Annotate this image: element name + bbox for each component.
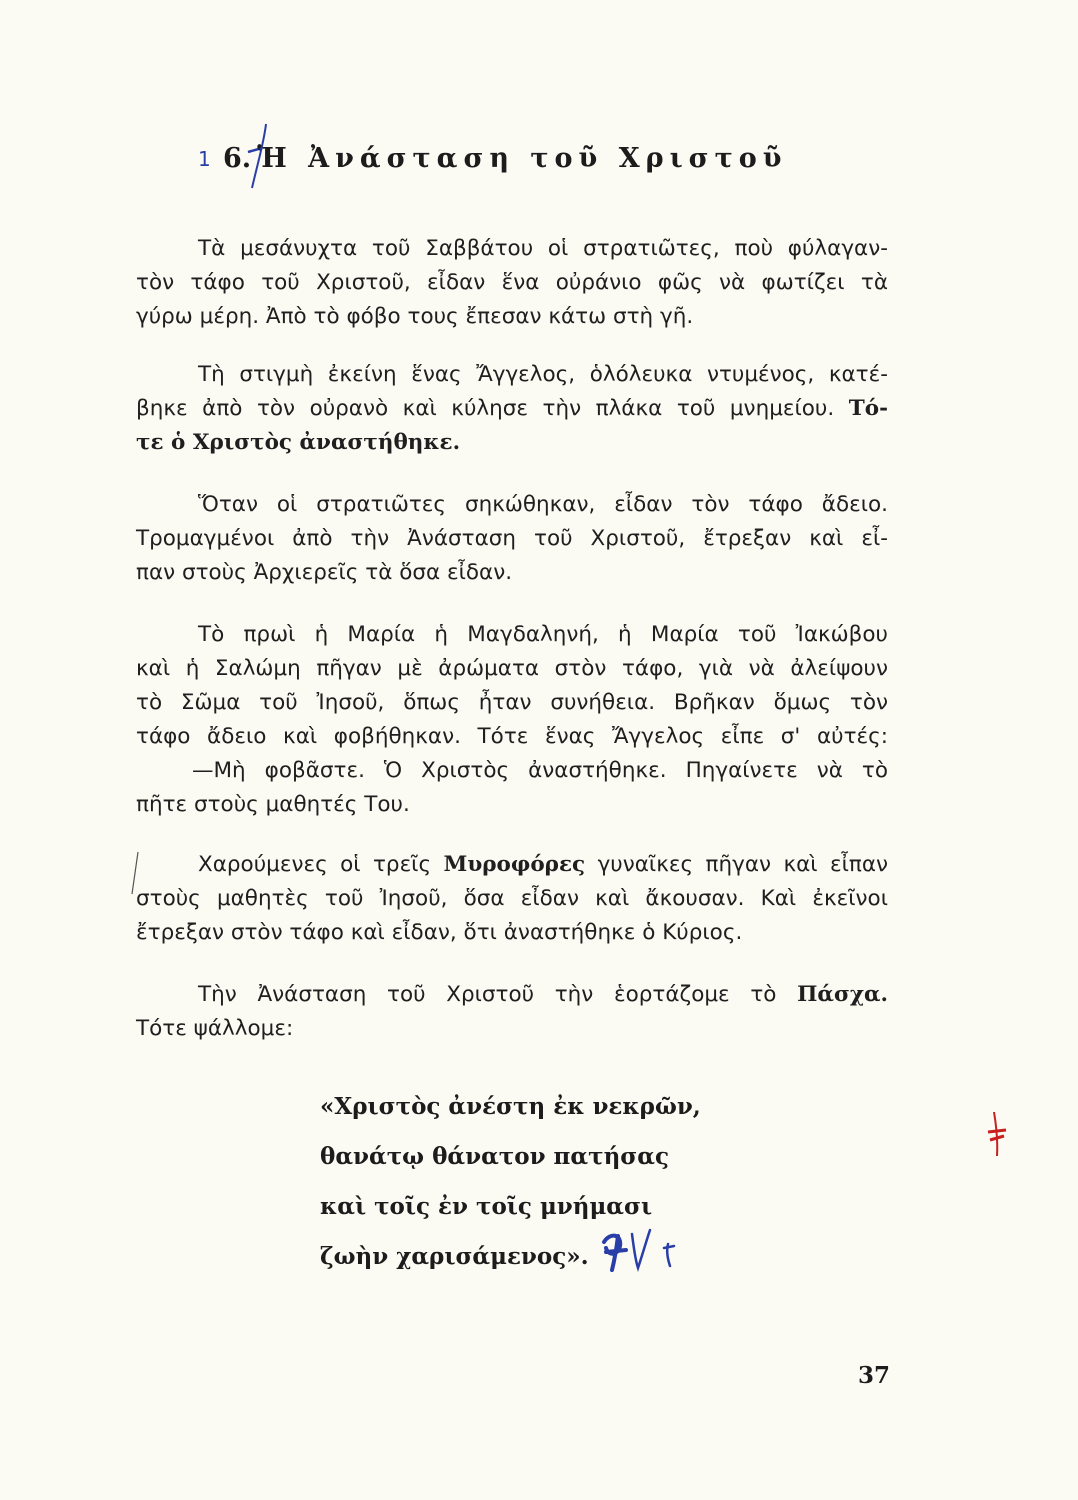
hymn-line: ζωὴν χαρισάμενος». xyxy=(320,1243,589,1270)
text-line: στοὺς μαθητὲς τοῦ Ἰησοῦ, ὅσα εἶδαν καὶ ἄκουσαν. Καὶ ἐκεῖνοι xyxy=(136,886,888,911)
paragraph-4 xyxy=(136,618,888,822)
text-line xyxy=(136,978,888,1012)
text-segment: βηκε ἀπὸ τὸν οὐρανὸ καὶ κύλησε τὴν πλάκα τοῦ μνημείου. xyxy=(136,396,835,421)
text-line xyxy=(136,848,888,882)
text-line: τὸν τάφο τοῦ Χριστοῦ, εἶδαν ἕνα οὐράνιο φῶς νὰ φωτίζει τὰ xyxy=(136,270,888,295)
text-line: Τὰ μεσάνυχτα τοῦ Σαββάτου οἱ στρατιῶτες, ποὺ φύλαγαν- xyxy=(198,236,888,261)
paragraph-2 xyxy=(136,358,888,460)
page-title xyxy=(197,143,787,174)
text-segment: Τὴν Ἀνάσταση τοῦ Χριστοῦ τὴν ἑορτάζομε τὸ xyxy=(198,982,777,1007)
bold-text: Τό- xyxy=(848,396,888,421)
hymn-line: θανάτῳ θάνατον πατήσας xyxy=(320,1143,669,1170)
bold-text: ὁ Χριστὸς ἀναστήθηκε. xyxy=(171,430,461,455)
paragraph-1 xyxy=(136,232,888,334)
text-line: Τὸ πρωὶ ἡ Μαρία ἡ Μαγδαληνή, ἡ Μαρία τοῦ Ἰακώβου xyxy=(198,622,888,647)
handwritten-mark: 1 xyxy=(198,147,211,171)
pencil-tick-icon xyxy=(128,850,142,896)
red-pen-mark-icon xyxy=(982,1110,1012,1160)
text-line: Ὅταν οἱ στρατιῶτες σηκώθηκαν, εἶδαν τὸν τάφο ἄδειο. xyxy=(198,492,888,517)
text-line: τὸ Σῶμα τοῦ Ἰησοῦ, ὅπως ἦταν συνήθεια. Βρῆκαν ὅμως τὸν xyxy=(136,690,888,715)
page-number: 37 xyxy=(858,1362,891,1389)
text-line: καὶ ἡ Σαλώμη πῆγαν μὲ ἀρώματα στὸν τάφο, γιὰ νὰ ἀλείψουν xyxy=(136,656,888,681)
paragraph-3 xyxy=(136,488,888,590)
bold-text: τε xyxy=(136,430,164,455)
text-line: Τρομαγμένοι ἀπὸ τὴν Ἀνάσταση τοῦ Χριστοῦ, ἔτρεξαν καὶ εἶ- xyxy=(136,526,888,551)
text-line xyxy=(136,426,888,460)
text-line: γύρω μέρη. Ἀπὸ τὸ φόβο τους ἔπεσαν κάτω στὴ γῆ. xyxy=(136,304,694,329)
bold-text: Πάσχα. xyxy=(797,982,888,1007)
paragraph-5 xyxy=(136,848,888,950)
text-segment: Χαρούμενες οἱ τρεῖς xyxy=(198,852,432,877)
text-line: ἔτρεξαν στὸν τάφο καὶ εἶδαν, ὅτι ἀναστήθηκε ὁ Κύριος. xyxy=(136,920,743,945)
text-line: παν στοὺς Ἀρχιερεῖς τὰ ὅσα εἶδαν. xyxy=(136,560,513,585)
text-line: Τότε ψάλλομε: xyxy=(136,1016,294,1041)
text-segment: γυναῖκες πῆγαν καὶ εἶπαν xyxy=(597,852,889,877)
text-line xyxy=(136,392,888,426)
paragraph-6 xyxy=(136,978,888,1046)
text-line: —Μὴ φοβᾶστε. Ὁ Χριστὸς ἀναστήθηκε. Πηγαίνετε νὰ τὸ xyxy=(192,758,888,783)
bold-text: Μυροφόρες xyxy=(443,852,586,877)
section-title: Ἡ Ἀνάσταση τοῦ Χριστοῦ xyxy=(257,143,788,174)
hymn-line: «Χριστὸς ἀνέστη ἐκ νεκρῶν, xyxy=(320,1093,701,1120)
handwritten-scribble-icon xyxy=(596,1222,686,1278)
text-line: Τὴ στιγμὴ ἐκείνη ἕνας Ἄγγελος, ὁλόλευκα ντυμένος, κατέ- xyxy=(198,362,888,387)
section-number: 6. xyxy=(223,143,252,174)
hymn-line: καὶ τοῖς ἐν τοῖς μνήμασι xyxy=(320,1193,653,1220)
text-line: τάφο ἄδειο καὶ φοβήθηκαν. Τότε ἕνας Ἄγγελος εἶπε σ' αὐτές: xyxy=(136,724,888,749)
text-line: πῆτε στοὺς μαθητές Του. xyxy=(136,792,410,817)
